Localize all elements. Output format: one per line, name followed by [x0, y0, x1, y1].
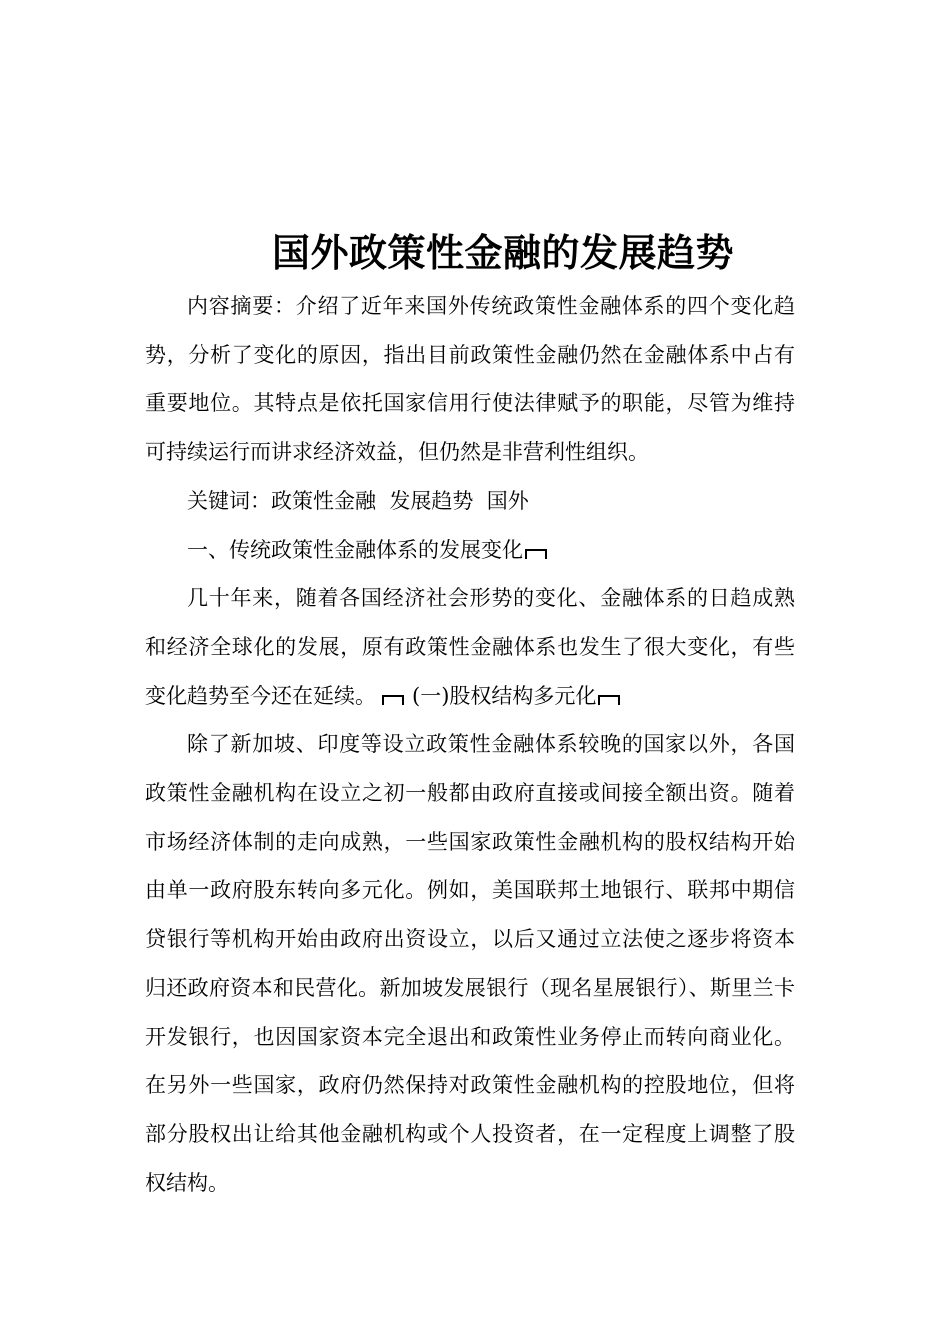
break-mark-icon: [598, 695, 620, 705]
abstract-paragraph: 内容摘要：介绍了近年来国外传统政策性金融体系的四个变化趋势，分析了变化的原因，指出目前政策性金融仍然在金融体系中占有重要地位。其特点是依托国家信用行使法律赋予的职能，尽管为维持可持续运行而讲求经济效益，但仍然是非营利性组织。: [145, 294, 795, 465]
equity-paragraph: 除了新加坡、印度等设立政策性金融体系较晚的国家以外，各国政策性金融机构在设立之初一般都由政府直接或间接全额出资。随着市场经济体制的走向成熟，一些国家政策性金融机构的股权结构开始由单一政府股东转向多元化。例如，美国联邦土地银行、联邦中期信贷银行等机构开始由政府出资设立，以后又通过立法使之逐步将资本归还政府资本和民营化。新加坡发展银行（现名星展银行）、斯里兰卡开发银行，也因国家资本完全退出和政策性业务停止而转向商业化。在另外一些国家，政府仍然保持对政策性金融机构的控股地位，但将部分股权出让给其他金融机构或个人投资者，在一定程度上调整了股权结构。: [145, 732, 795, 1195]
keywords-paragraph: 关键词：政策性金融 发展趋势 国外: [187, 488, 529, 513]
document-body: [145, 282, 795, 1207]
break-mark-icon: [382, 695, 404, 705]
section-heading: 一、传统政策性金融体系的发展变化: [187, 537, 523, 562]
subsection-heading: (一)股权结构多元化: [412, 683, 597, 708]
intro-text: 几十年来，随着各国经济社会形势的变化、金融体系的日趋成熟和经济全球化的发展，原有政策性金融体系也发生了很大变化，有些变化趋势至今还在延续。: [145, 586, 795, 708]
break-mark-icon: [525, 549, 547, 559]
document-title: 国外政策性金融的发展趋势: [272, 230, 735, 275]
intro-paragraph: [145, 574, 795, 720]
section-heading-paragraph: [145, 526, 795, 575]
